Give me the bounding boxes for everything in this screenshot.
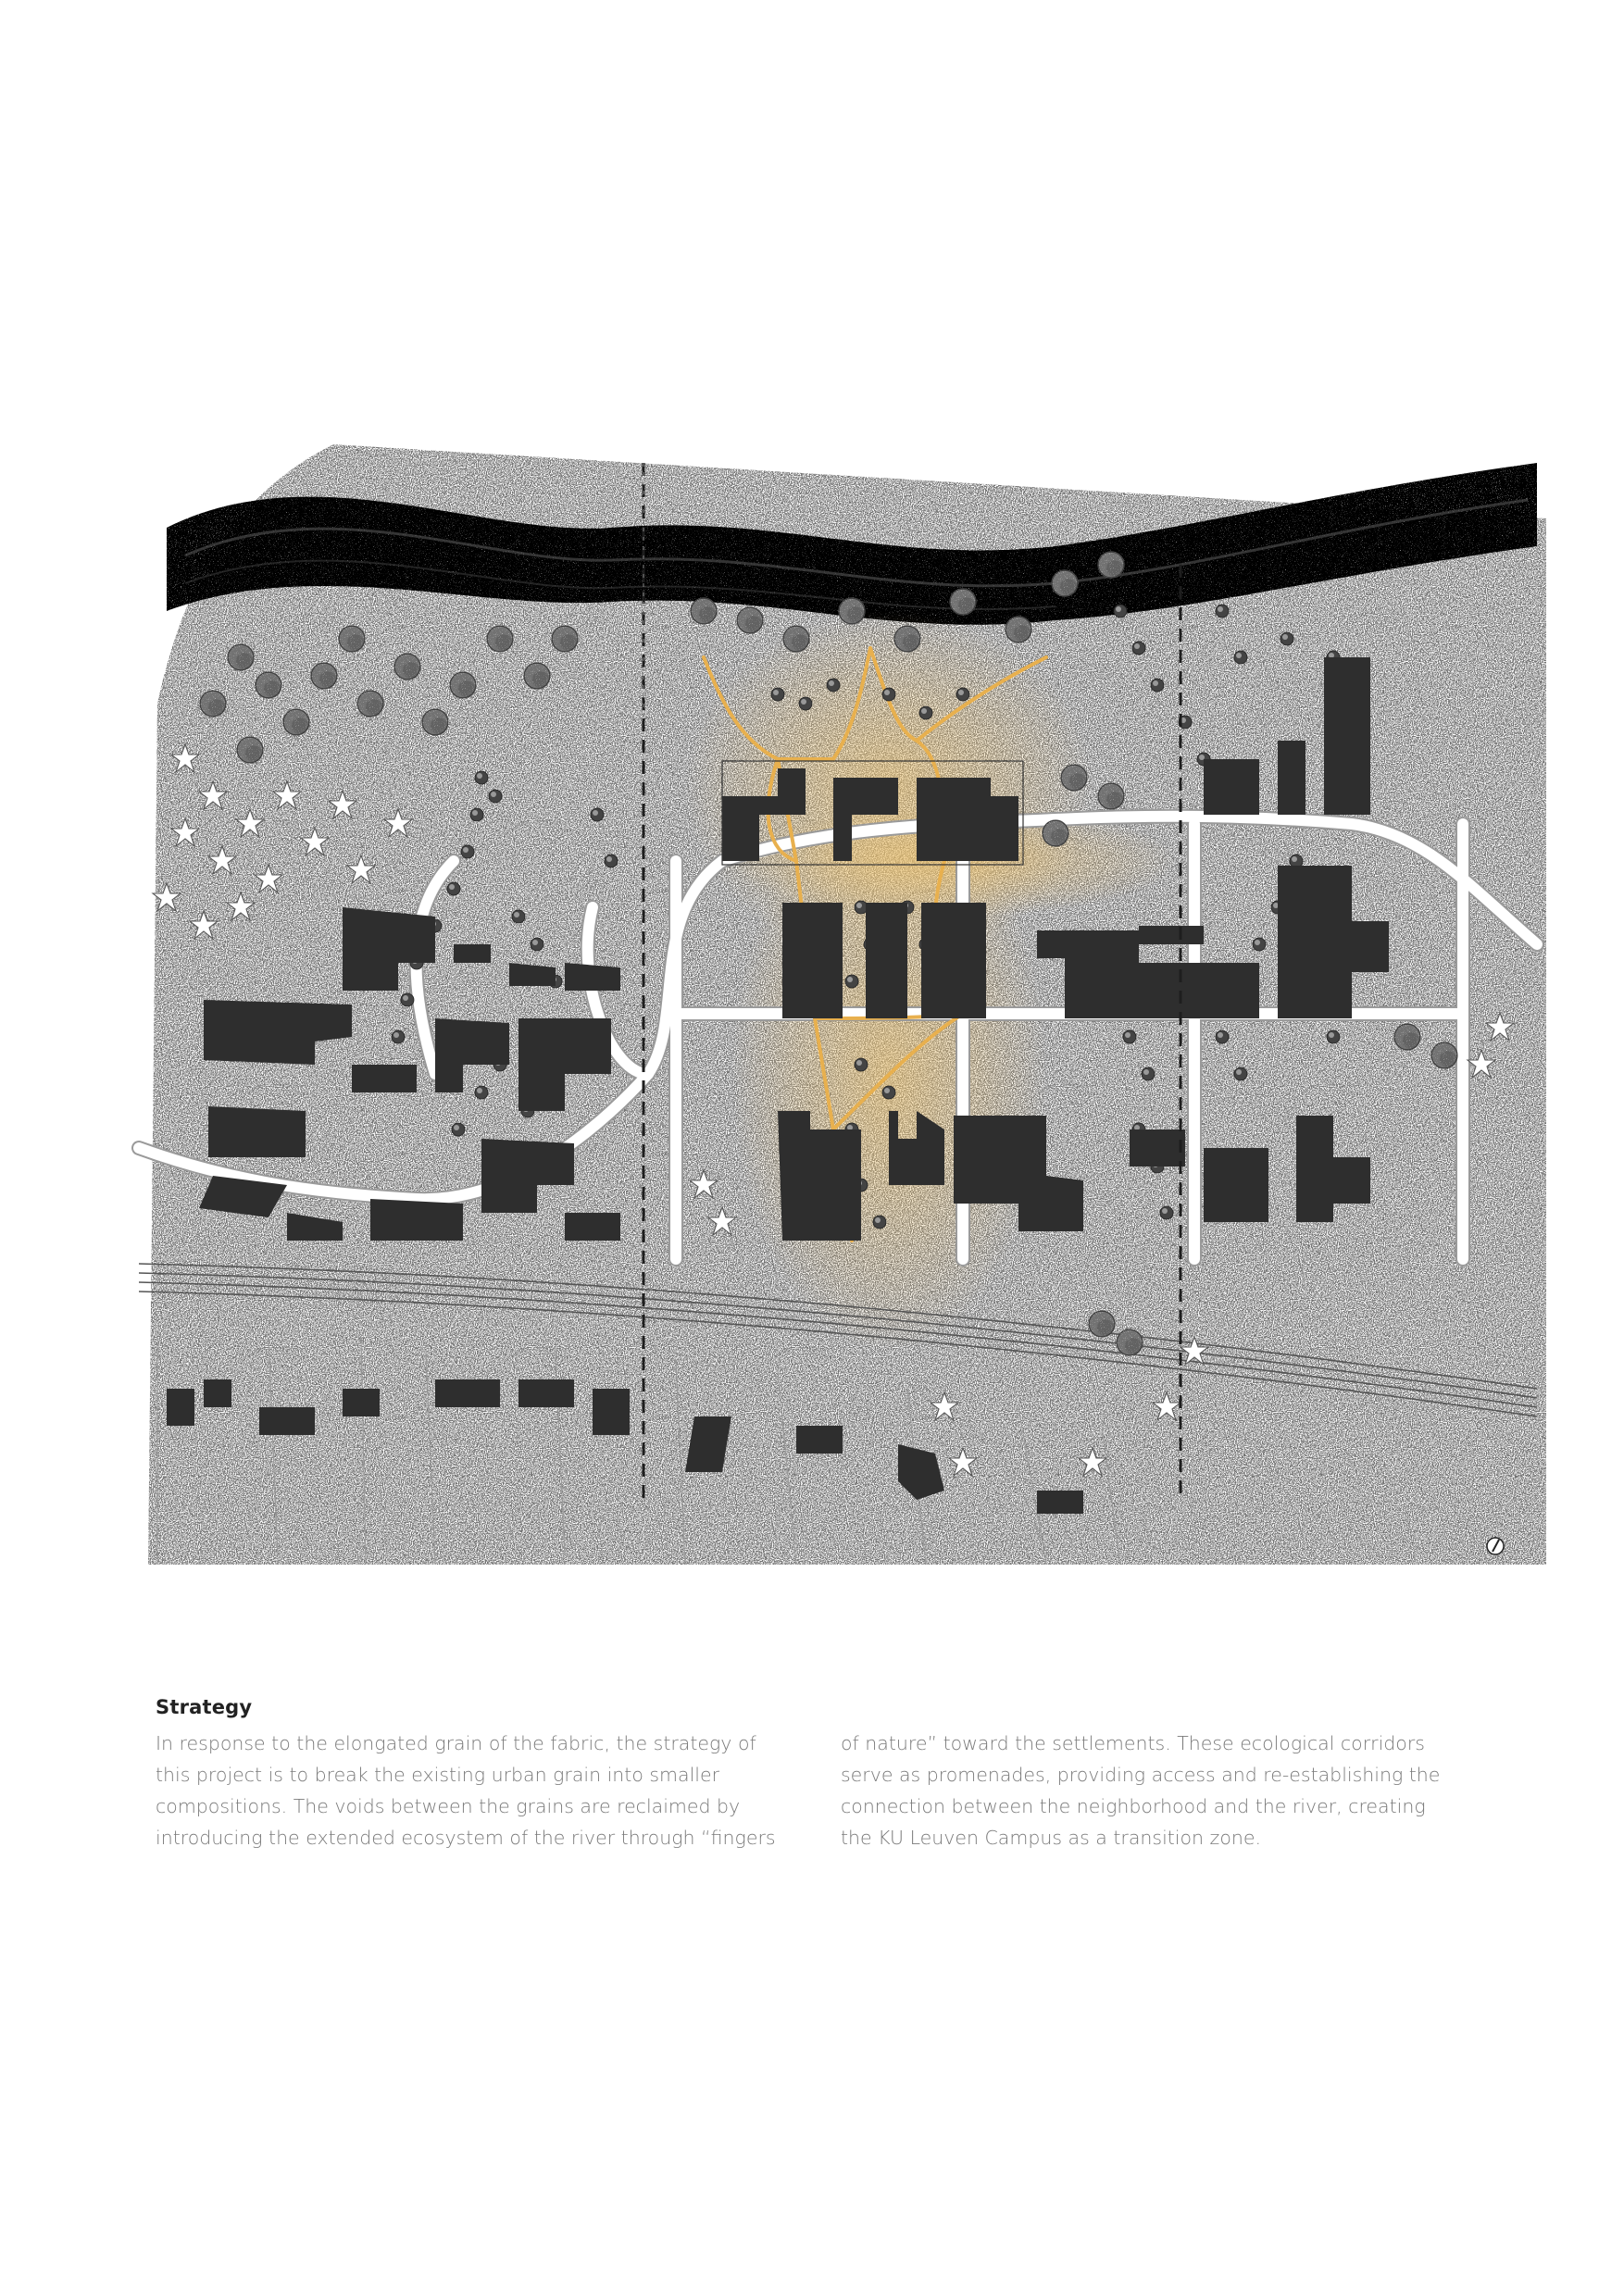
building-texture (130, 426, 1574, 1592)
strategy-caption (156, 1696, 1489, 1853)
caption-title: Strategy (156, 1696, 253, 1718)
caption-paragraph-left: In response to the elongated grain of the fabric, the strategy of this project is to break the existing urban grain into smaller compositions. The voids between the grains are reclaimed by introducing the extended ecosystem of the river through “fingers (156, 1732, 776, 1849)
site-plan-map (130, 426, 1574, 1592)
north-arrow-icon (1487, 1538, 1504, 1554)
caption-paragraph-right: of nature” toward the settlements. These ecological corridors serve as promenades, providing access and re-establishing the connection between the neighborhood and the river, creating the KU Leuven Campus as a transition zone. (841, 1732, 1441, 1849)
caption-columns (156, 1728, 1489, 1853)
